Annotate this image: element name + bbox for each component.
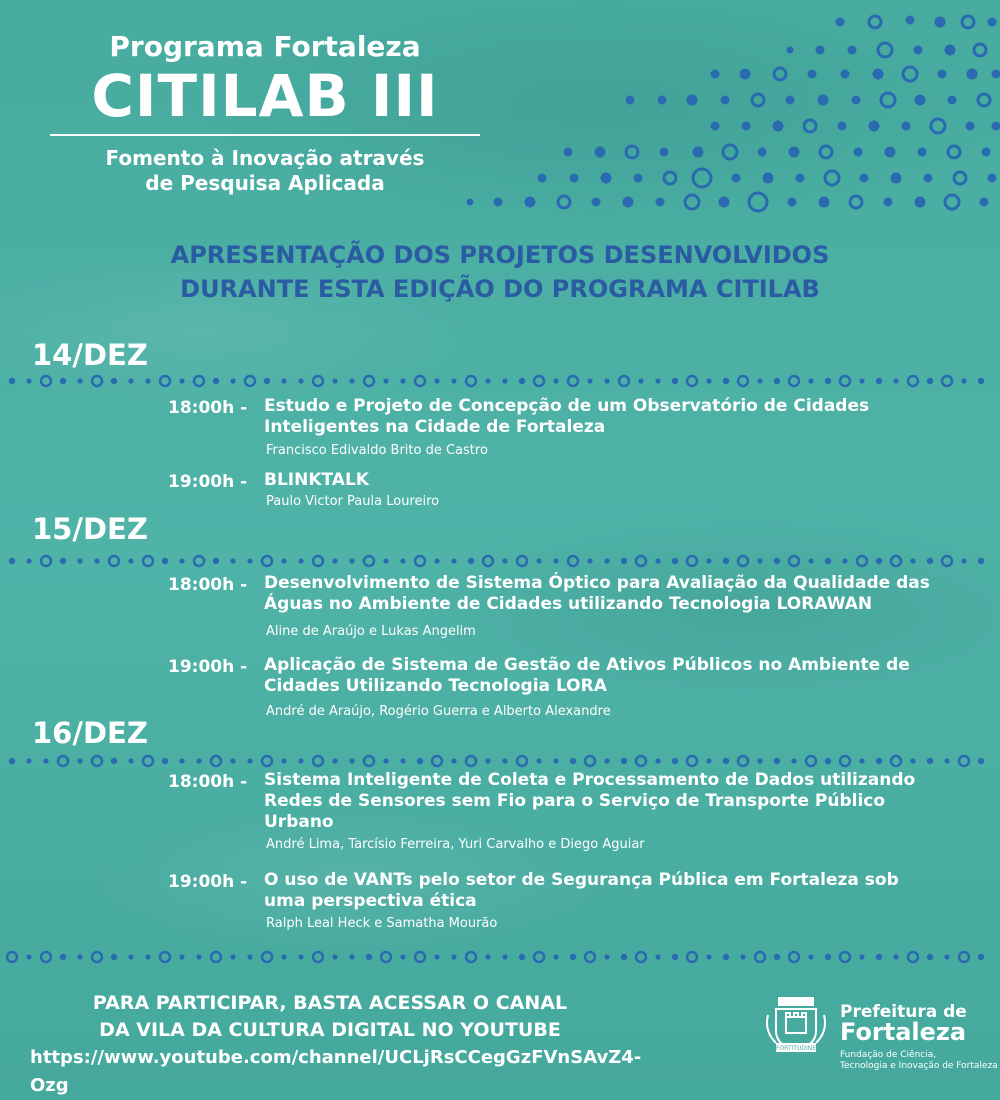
divider-dot [502, 378, 507, 383]
divider-dot [808, 954, 813, 959]
divider-dot [417, 758, 423, 764]
divider-dot [128, 758, 133, 763]
program-name: CITILAB III [91, 62, 439, 130]
divider-dot [211, 756, 221, 766]
divider-dot [927, 558, 933, 564]
divider-dot [942, 556, 952, 566]
divider-dot [789, 556, 799, 566]
divider-dot [466, 376, 476, 386]
divider-dot [570, 758, 576, 764]
logo-org [840, 1050, 1000, 1072]
divider-dot [604, 758, 609, 763]
divider-dot [585, 952, 595, 962]
talk-title-line: Urbano [264, 812, 334, 832]
divider-dot [961, 378, 966, 383]
divider-dot [281, 558, 286, 563]
divider-dot [808, 378, 813, 383]
divider-dot [313, 756, 323, 766]
divider-dot [247, 558, 252, 563]
divider-dot [859, 378, 864, 383]
divider-dot [876, 954, 882, 960]
divider-dot [738, 756, 748, 766]
divider-dot [791, 758, 796, 763]
divider-dot [77, 758, 82, 763]
divider-dot [432, 756, 442, 766]
talk-time: 19:00h - [168, 657, 248, 677]
divider-dot [162, 758, 168, 764]
divider-dot [774, 378, 780, 384]
talk-authors: Aline de Araújo e Lukas Angelim [266, 624, 476, 639]
divider-dot [349, 758, 354, 763]
divider-dot [859, 954, 864, 959]
talk-title-line: Sistema Inteligente de Coleta e Processamento de Dados utilizando [264, 770, 916, 790]
divider-dot [92, 756, 102, 766]
divider-dot [893, 378, 898, 383]
divider-dot [92, 376, 102, 386]
divider-dot [655, 954, 660, 959]
divider-dot [400, 954, 405, 959]
logo-org-line-2: Tecnologia e Inovação de Fortaleza [840, 1061, 998, 1071]
divider-dot [26, 378, 31, 383]
divider-dot [94, 558, 99, 563]
divider-dot [891, 756, 901, 766]
talk-title-line: uma perspectiva ética [264, 891, 477, 911]
divider-dot [247, 758, 252, 763]
divider-dot [262, 756, 272, 766]
talk-title-line: Cidades Utilizando Tecnologia LORA [264, 676, 607, 696]
logo-name-line-1: Prefeitura de [840, 1002, 967, 1022]
divider-dot [364, 756, 374, 766]
divider-dot [672, 378, 678, 384]
divider-dot [349, 378, 354, 383]
divider-dot [245, 376, 255, 386]
day-divider-dots [0, 552, 1000, 570]
program-subtitle-line-2: de Pesquisa Aplicada [145, 171, 385, 195]
divider-dot [400, 378, 405, 383]
divider-dot [196, 758, 201, 763]
divider-dot [806, 756, 816, 766]
divider-dot [789, 952, 799, 962]
divider-dot [740, 954, 745, 959]
divider-dot [162, 558, 168, 564]
divider-dot [738, 556, 748, 566]
divider-dot [298, 378, 303, 383]
divider-dot [247, 954, 252, 959]
talk-time: 19:00h - [168, 472, 248, 492]
divider-dot [978, 954, 984, 960]
divider-dot [774, 954, 780, 960]
talk-authors: Ralph Leal Heck e Samatha Mourão [266, 916, 498, 931]
divider-dot [840, 952, 850, 962]
divider-dot [553, 378, 558, 383]
divider-dot [9, 558, 15, 564]
divider-dot [60, 954, 66, 960]
divider-dot [485, 954, 490, 959]
talk-title-line: Águas no Ambiente de Cidades utilizando Tecnologia LORAWAN [264, 594, 873, 614]
day-divider-dots [0, 372, 1000, 390]
divider-dot [383, 378, 388, 383]
talk-title-line: O uso de VANTs pelo setor de Segurança Pública em Fortaleza sob [264, 870, 899, 890]
divider-dot [281, 758, 286, 763]
divider-dot [41, 376, 51, 386]
divider-dot [604, 558, 609, 563]
divider-dot [502, 954, 507, 959]
divider-dot [77, 378, 82, 383]
footer-line-1: PARA PARTICIPAR, BASTA ACESSAR O CANAL [92, 992, 568, 1014]
divider-dot [927, 954, 933, 960]
youtube-channel-link[interactable]: https://www.youtube.com/channel/UCLjRsCCegGzFVnSAvZ4-Ozg [30, 1047, 642, 1096]
divider-dot [400, 558, 405, 563]
talk-title-line: Redes de Sensores sem Fio para o Serviço de Transporte Público [264, 791, 886, 811]
talk-authors: André de Araújo, Rogério Guerra e Alberto Alexandre [266, 704, 611, 719]
divider-dot [415, 556, 425, 566]
divider-dot [672, 954, 678, 960]
divider-dot [451, 758, 456, 763]
divider-dot [43, 758, 48, 763]
divider-dot [383, 558, 388, 563]
headline-line-2: DURANTE ESTA EDIÇÃO DO PROGRAMA CITILAB [180, 275, 820, 303]
divider-dot [908, 952, 918, 962]
divider-dot [160, 376, 170, 386]
divider-dot [298, 954, 303, 959]
divider-dot [927, 758, 933, 764]
divider-dot [534, 952, 544, 962]
divider-dot [211, 952, 221, 962]
divider-dot [774, 558, 780, 564]
divider-dot [706, 558, 711, 563]
divider-dot [553, 558, 558, 563]
day-heading: 15/DEZ [32, 512, 148, 546]
divider-dot [213, 378, 219, 384]
talk-title-line: Aplicação de Sistema de Gestão de Ativos Públicos no Ambiente de [264, 655, 910, 675]
divider-dot [959, 952, 969, 962]
divider-dot [619, 376, 629, 386]
divider-dot [179, 378, 184, 383]
divider-dot [332, 954, 337, 959]
divider-dot [60, 378, 66, 384]
day-heading: 16/DEZ [32, 716, 148, 750]
divider-dot [636, 556, 646, 566]
divider-dot [755, 952, 765, 962]
talk-time: 19:00h - [168, 872, 248, 892]
divider-dot [485, 378, 490, 383]
divider-dot [604, 954, 609, 959]
divider-dot [230, 954, 235, 959]
divider-dot [927, 378, 933, 384]
divider-dot [298, 558, 303, 563]
divider-dot [92, 952, 102, 962]
divider-dot [349, 954, 354, 959]
divider-dot [502, 558, 507, 563]
divider-dot [9, 378, 15, 384]
divider-dot [876, 378, 882, 384]
divider-dot [213, 558, 219, 564]
talk-title [264, 470, 964, 491]
divider-dot [757, 758, 762, 763]
talk-title [264, 870, 964, 912]
divider-dot [687, 952, 697, 962]
divider-dot [366, 954, 372, 960]
divider-dot [381, 952, 391, 962]
divider-dot [876, 558, 882, 564]
divider-dot [621, 758, 627, 764]
divider-dot [332, 558, 337, 563]
divider-dot [179, 954, 184, 959]
program-label: Programa Fortaleza [109, 30, 421, 63]
divider-dot [468, 558, 474, 564]
divider-dot [77, 558, 82, 563]
divider-dot [128, 558, 133, 563]
crest-motto: FORTITUDINE [775, 1045, 817, 1052]
divider-dot [978, 558, 984, 564]
divider-dot [502, 758, 507, 763]
divider-dot [655, 758, 660, 763]
talk-title [264, 573, 964, 615]
divider-dot [451, 558, 456, 563]
divider-dot [621, 558, 627, 564]
divider-dot [179, 758, 184, 763]
divider-dot [553, 954, 558, 959]
divider-dot [808, 558, 813, 563]
divider-dot [26, 954, 31, 959]
talk-title [264, 396, 964, 438]
divider-dot [485, 758, 490, 763]
divider-dot [364, 376, 374, 386]
divider-dot [706, 954, 711, 959]
divider-dot [534, 376, 544, 386]
divider-dot [655, 378, 660, 383]
divider-dot [281, 378, 286, 383]
divider-dot [706, 378, 711, 383]
divider-dot [587, 558, 592, 563]
divider-dot [825, 954, 831, 960]
divider-dot [891, 556, 901, 566]
divider-dot [128, 954, 133, 959]
divider-dot [859, 758, 864, 763]
footer-cta [30, 990, 670, 1100]
divider-dot [230, 558, 235, 563]
divider-dot [128, 378, 133, 383]
talk-authors: André Lima, Tarcísio Ferreira, Yuri Carvalho e Diego Aguiar [266, 837, 645, 852]
divider-dot [466, 756, 476, 766]
divider-dot [58, 756, 68, 766]
divider-dot [41, 952, 51, 962]
logo-org-line-1: Fundação de Ciência, [840, 1050, 937, 1060]
divider-dot [840, 756, 850, 766]
title-divider [50, 134, 480, 136]
footer-divider-dots [0, 948, 1000, 966]
divider-dot [723, 758, 729, 764]
divider-dot [313, 376, 323, 386]
divider-dot [364, 556, 374, 566]
divider-dot [41, 556, 51, 566]
day-heading: 14/DEZ [32, 338, 148, 372]
divider-dot [143, 756, 153, 766]
divider-dot [789, 376, 799, 386]
divider-dot [111, 378, 117, 384]
divider-dot [383, 758, 388, 763]
divider-dot [706, 758, 711, 763]
divider-dot [451, 954, 456, 959]
divider-dot [9, 758, 15, 764]
divider-dot [738, 376, 748, 386]
divider-dot [944, 954, 949, 959]
talk-title [264, 770, 964, 833]
divider-dot [26, 758, 31, 763]
divider-dot [876, 758, 882, 764]
talk-title-line: BLINKTALK [264, 470, 369, 490]
divider-dot [568, 376, 578, 386]
divider-dot [910, 558, 915, 563]
divider-dot [111, 758, 117, 764]
divider-dot [621, 954, 627, 960]
divider-dot [230, 378, 235, 383]
program-title-block [50, 30, 480, 196]
talk-title-line: Desenvolvimento de Sistema Óptico para Avaliação da Qualidade das [264, 573, 930, 593]
divider-dot [774, 758, 780, 764]
talk-title-line: Estudo e Projeto de Concepção de um Observatório de Cidades [264, 396, 870, 416]
divider-dot [298, 758, 303, 763]
divider-dot [400, 758, 405, 763]
talk-time: 18:00h - [168, 398, 248, 418]
divider-dot [264, 378, 270, 384]
divider-dot [466, 952, 476, 962]
divider-dot [179, 558, 184, 563]
talk-title [264, 655, 964, 697]
divider-dot [757, 558, 762, 563]
headline [40, 238, 960, 306]
divider-dot [517, 556, 527, 566]
talk-authors: Paulo Victor Paula Loureiro [266, 494, 440, 509]
divider-dot [415, 376, 425, 386]
divider-dot [536, 758, 541, 763]
divider-dot [636, 756, 646, 766]
divider-dot [723, 954, 729, 960]
divider-dot [60, 558, 66, 564]
talk-authors: Francisco Edivaldo Brito de Castro [266, 443, 488, 458]
divider-dot [893, 954, 898, 959]
divider-dot [7, 952, 17, 962]
divider-dot [825, 758, 831, 764]
divider-dot [519, 378, 525, 384]
divider-dot [332, 758, 337, 763]
divider-dot [313, 556, 323, 566]
divider-dot [143, 556, 153, 566]
divider-dot [230, 758, 235, 763]
divider-dot [26, 558, 31, 563]
divider-dot [517, 756, 527, 766]
divider-dot [944, 758, 949, 763]
divider-dot [638, 378, 643, 383]
divider-dot [332, 378, 337, 383]
divider-dot [451, 378, 456, 383]
divider-dot [636, 952, 646, 962]
divider-dot [961, 558, 966, 563]
divider-dot [553, 758, 558, 763]
divider-dot [959, 756, 969, 766]
divider-dot [194, 376, 204, 386]
divider-dot [519, 954, 525, 960]
divider-dot [483, 556, 493, 566]
headline-line-1: APRESENTAÇÃO DOS PROJETOS DESENVOLVIDOS [170, 241, 830, 269]
divider-dot [723, 558, 729, 564]
divider-dot [194, 556, 204, 566]
program-subtitle-line-1: Fomento à Inovação através [105, 146, 425, 170]
divider-dot [687, 376, 697, 386]
divider-dot [434, 558, 439, 563]
divider-dot [978, 758, 984, 764]
divider-dot [942, 376, 952, 386]
divider-dot [672, 758, 678, 764]
divider-dot [111, 954, 117, 960]
day-divider-dots [0, 752, 1000, 770]
divider-dot [910, 758, 915, 763]
divider-dot [857, 556, 867, 566]
logo-name-line-2: Fortaleza [840, 1018, 967, 1046]
divider-dot [281, 954, 286, 959]
divider-dot [655, 558, 660, 563]
divider-dot [604, 378, 609, 383]
fortaleza-crest-icon [762, 995, 830, 1057]
divider-dot [145, 378, 150, 383]
divider-dot [840, 376, 850, 386]
divider-dot [825, 558, 831, 564]
divider-dot [825, 378, 831, 384]
footer-line-2: DA VILA DA CULTURA DIGITAL NO YOUTUBE [99, 1019, 561, 1041]
divider-dot [262, 556, 272, 566]
divider-dot [757, 378, 762, 383]
divider-dot [908, 376, 918, 386]
divider-dot [585, 756, 595, 766]
talk-title-line: Inteligentes na Cidade de Fortaleza [264, 417, 606, 437]
divider-dot [687, 756, 697, 766]
divider-dot [145, 954, 150, 959]
divider-dot [568, 556, 578, 566]
divider-dot [687, 556, 697, 566]
decorative-dot-pattern [440, 0, 1000, 230]
divider-dot [262, 952, 272, 962]
talk-time: 18:00h - [168, 772, 248, 792]
talk-time: 18:00h - [168, 575, 248, 595]
divider-dot [587, 378, 592, 383]
divider-dot [434, 954, 439, 959]
divider-dot [536, 558, 541, 563]
divider-dot [570, 954, 576, 960]
divider-dot [160, 952, 170, 962]
divider-dot [313, 952, 323, 962]
divider-dot [842, 558, 847, 563]
divider-dot [672, 558, 678, 564]
divider-dot [415, 952, 425, 962]
divider-dot [349, 558, 354, 563]
divider-dot [109, 556, 119, 566]
divider-dot [434, 378, 439, 383]
divider-dot [723, 378, 729, 384]
divider-dot [77, 954, 82, 959]
divider-dot [978, 378, 984, 384]
divider-dot [196, 954, 201, 959]
